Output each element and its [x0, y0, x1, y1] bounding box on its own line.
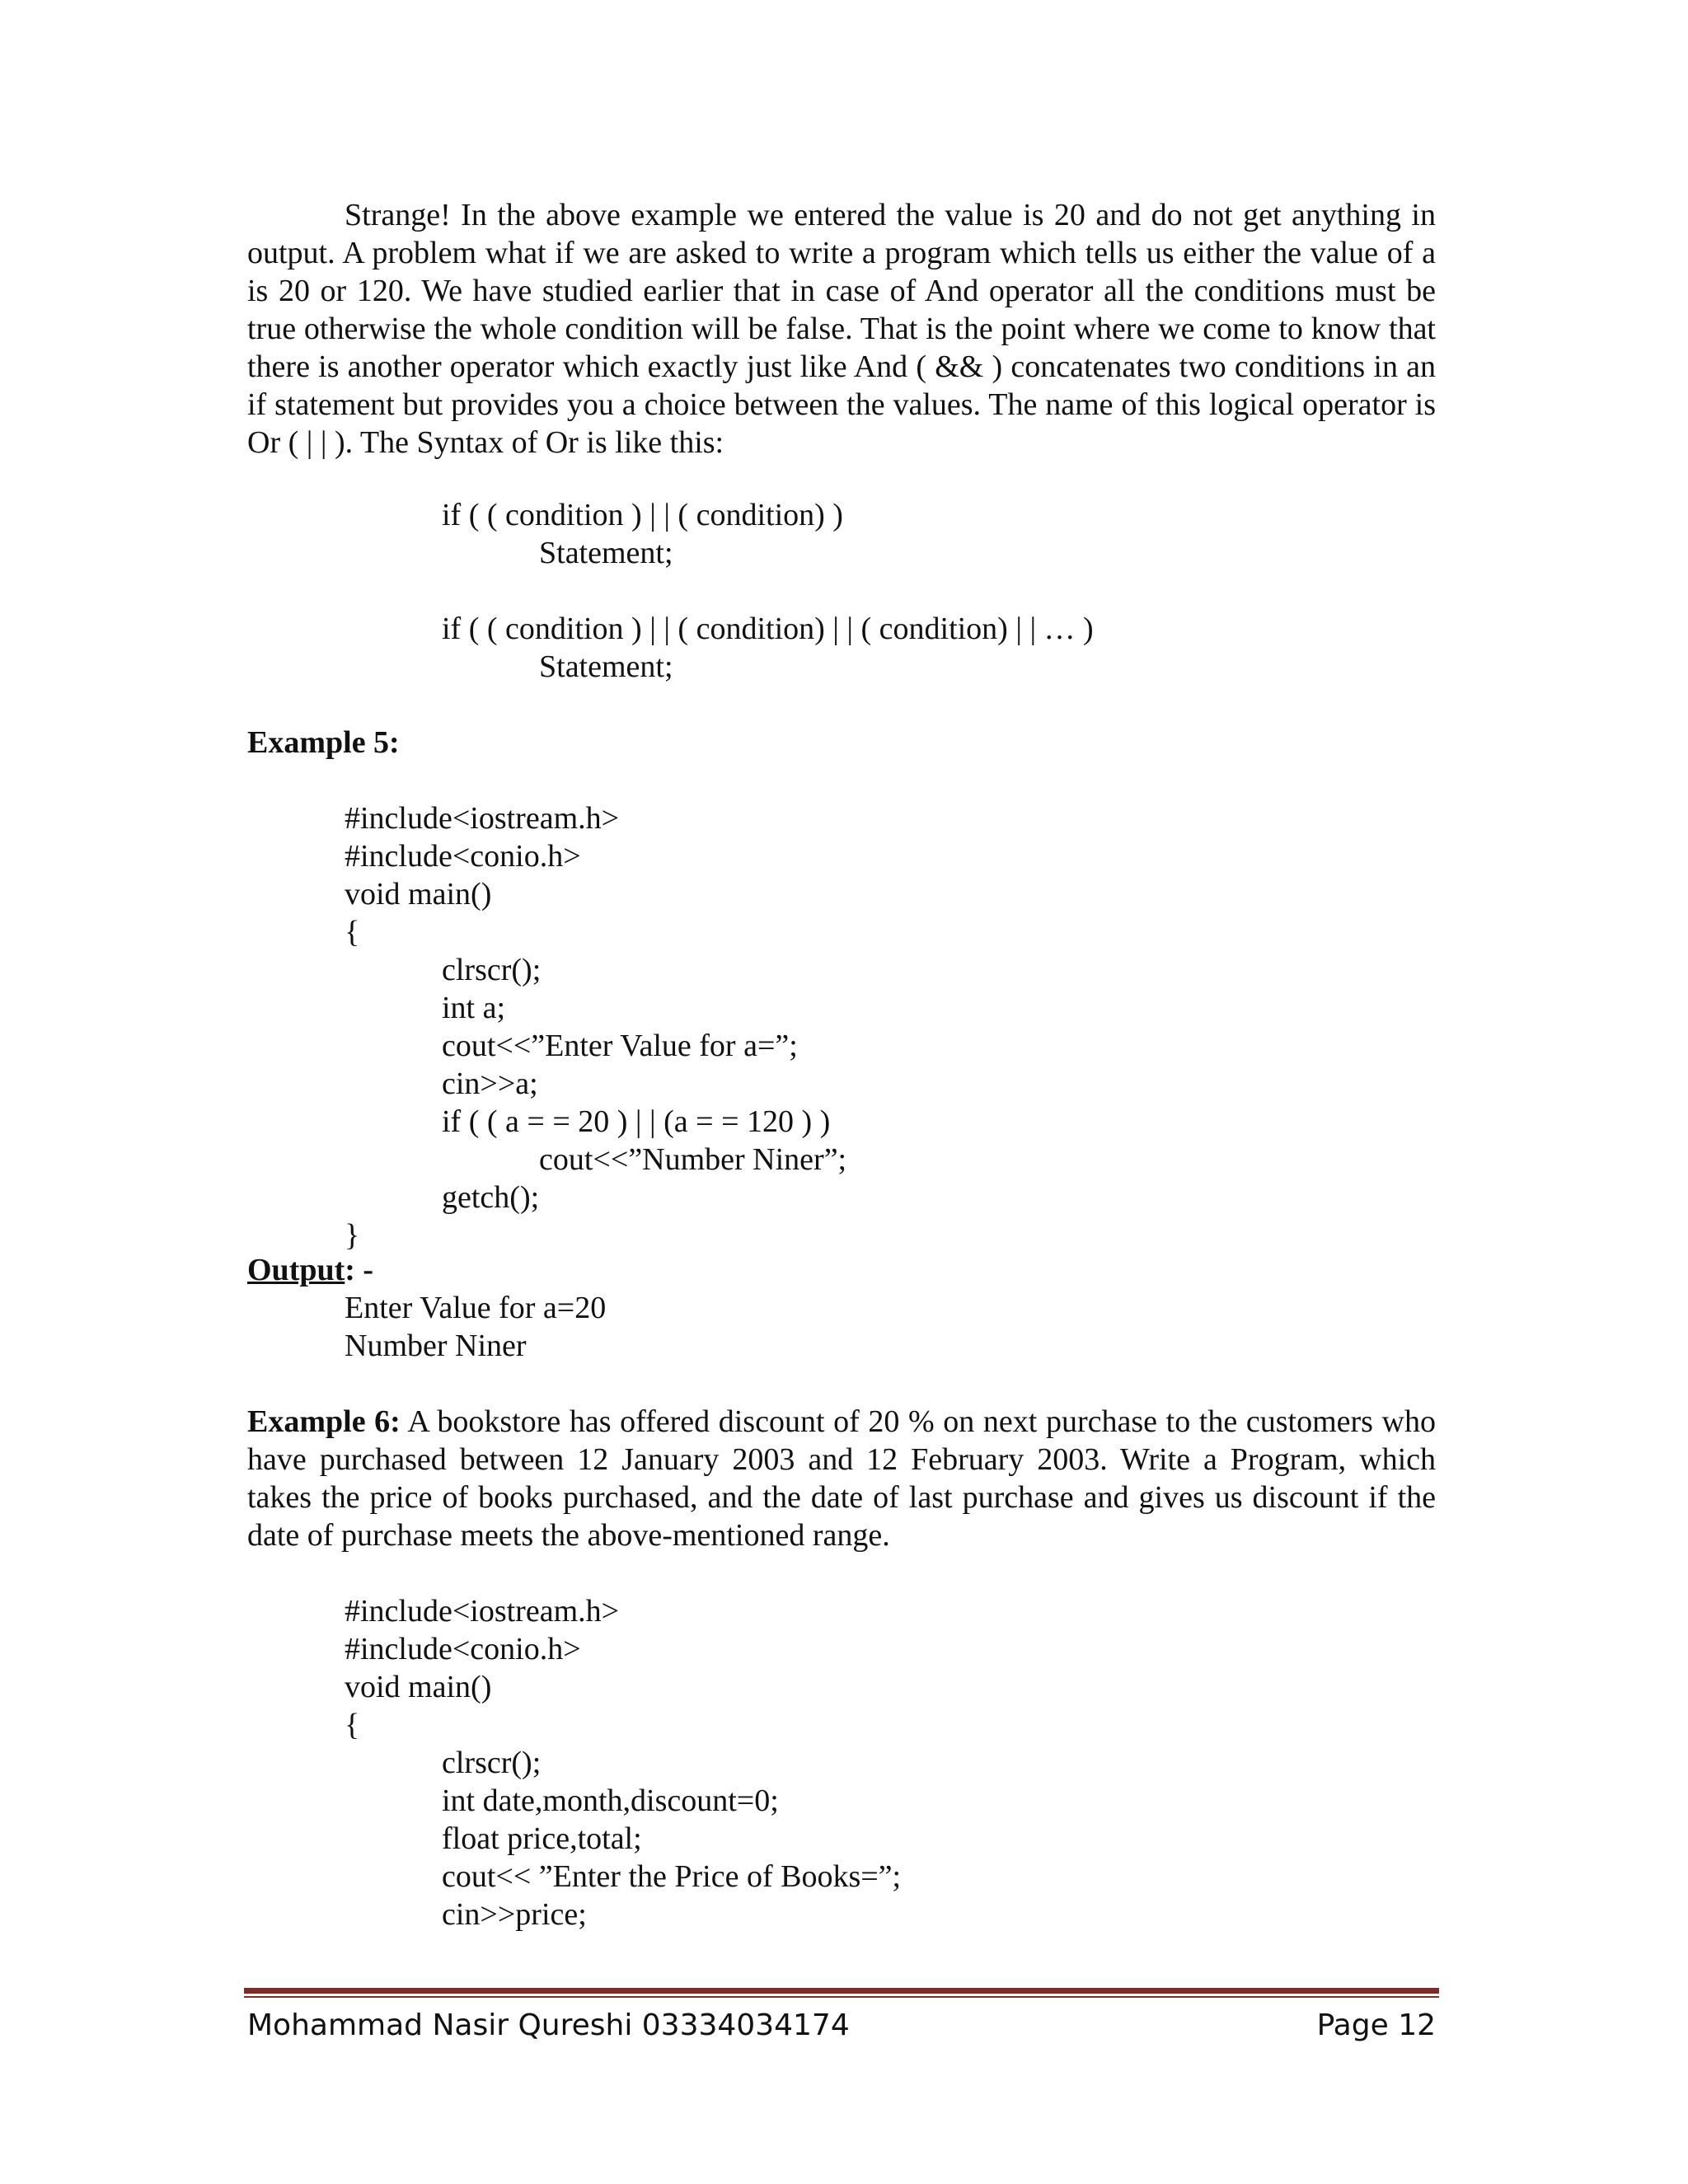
example6-code-line: #include<iostream.h> [345, 1594, 620, 1629]
example5-code-line: { [345, 915, 360, 949]
example6-paragraph [247, 1403, 1436, 1554]
example5-code-line: cin>>a; [442, 1066, 538, 1101]
syntax-line-4: Statement; [539, 649, 673, 684]
example5-code-line: if ( ( a = = 20 ) | | (a = = 120 ) ) [442, 1104, 831, 1139]
syntax-line-1: if ( ( condition ) | | ( condition) ) [442, 498, 843, 532]
example5-output-heading [247, 1251, 373, 1289]
example6-code-line: { [345, 1708, 360, 1742]
example5-output-line: Number Niner [345, 1329, 527, 1363]
output-suffix: : - [345, 1253, 374, 1287]
example5-code-line: #include<iostream.h> [345, 801, 620, 836]
example5-code-line: } [345, 1218, 360, 1253]
example5-code-line: void main() [345, 877, 492, 912]
example6-code-line: cout<< ”Enter the Price of Books=”; [442, 1859, 902, 1894]
output-label: Output [247, 1253, 345, 1287]
example5-code-line: cout<<”Enter Value for a=”; [442, 1029, 798, 1063]
example5-code-line: clrscr(); [442, 953, 542, 987]
example5-code-line: cout<<”Number Niner”; [539, 1142, 847, 1177]
example6-code-line: cin>>price; [442, 1897, 587, 1932]
footer-divider [244, 1988, 1439, 1994]
example6-code-line: clrscr(); [442, 1746, 542, 1780]
footer-divider-thin [244, 1996, 1439, 1998]
intro-paragraph: Strange! In the above example we entered the value is 20 and do not get anything in output. A problem what if we are asked to write a program which tells us either the value of a is 20 or 120. We have studied earlier that in case of And operator all the conditions must be true otherwise the whole condition will be false. That is the point where we come to know that there is another operator which exactly just like And ( && ) concatenates two conditions in an if statement but provides you a choice between the values. The name of this logical operator is Or ( | | ). The Syntax of Or is like this: [247, 198, 1436, 460]
example6-heading: Example 6: [247, 1404, 401, 1439]
example6-code-line: void main() [345, 1670, 492, 1704]
example6-description: A bookstore has offered discount of 20 % on next purchase to the customers who have purchased between 12 January 2003 and 12 February 2003. Write a Program, which takes the price of books purchased, and the date of last purchase and gives us discount if the date of purchase meets the above-mentioned range. [247, 1404, 1436, 1553]
footer-page-number: Page 12 [1316, 2008, 1436, 2042]
example5-code-line: getch(); [442, 1180, 540, 1215]
example5-heading: Example 5: [247, 725, 400, 760]
syntax-line-2: Statement; [539, 536, 673, 570]
footer-author: Mohammad Nasir Qureshi 03334034174 [247, 2008, 850, 2042]
example5-output-line: Enter Value for a=20 [345, 1291, 607, 1325]
example6-code-line: #include<conio.h> [345, 1632, 581, 1666]
example5-code-line: int a; [442, 991, 506, 1025]
example6-code-line: int date,month,discount=0; [442, 1783, 779, 1818]
syntax-line-3: if ( ( condition ) | | ( condition) | | ( condition) | | … ) [442, 612, 1094, 646]
example6-code-line: float price,total; [442, 1821, 642, 1856]
example5-code-line: #include<conio.h> [345, 839, 581, 874]
